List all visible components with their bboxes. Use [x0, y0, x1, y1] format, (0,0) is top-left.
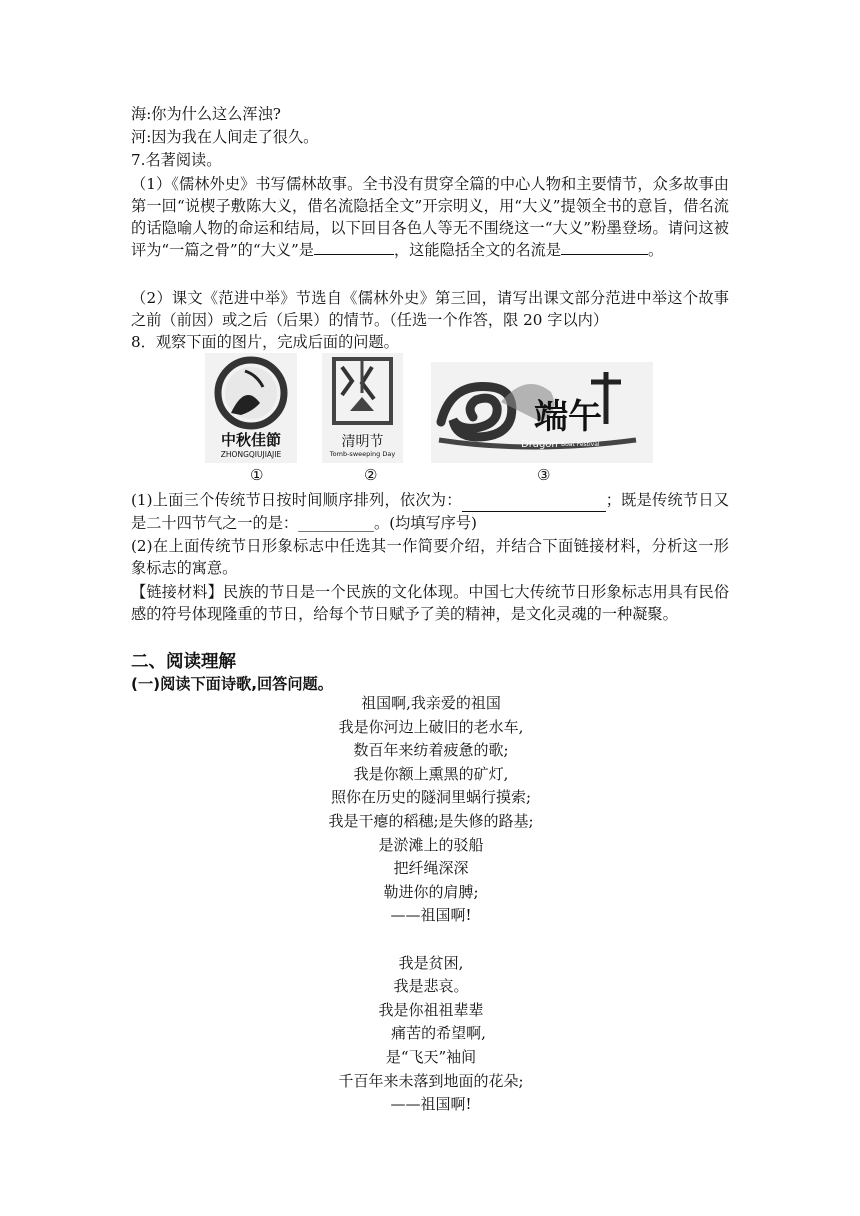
logo-number-1: ①	[250, 466, 264, 484]
q7-part1-text: （1）《儒林外史》书写儒林故事。全书没有贯穿全篇的中心人物和主要情节，众多故事由第一回“说楔子敷陈大义，借名流隐括全文”开宗明义，用“大义”提领全书的意旨，借名流的话隐喻人物的命运和结局，以下回目各色人等无不围绕这一“大义”粉墨登场。请问这被评为“一篇之骨”的“大义”是	[131, 175, 729, 259]
section-2-title: 二、阅读理解	[131, 652, 236, 672]
dragon-boat-pinyin-small: Boat Festival	[561, 441, 600, 448]
poem-line: 数百年来纺着疲惫的歌;	[353, 741, 509, 760]
answer-blank-1[interactable]	[314, 240, 394, 255]
q7-part1-comma: ，	[393, 241, 410, 259]
q8-sub1-text-a: (1)上面三个传统节日按时间顺序排列，依次为：	[131, 491, 462, 509]
poem-line: 我是你额上熏黑的矿灯,	[353, 764, 509, 783]
answer-blank-4[interactable]: __________	[298, 514, 374, 532]
mid-autumn-logo	[205, 353, 297, 463]
q8-sub1-text-c: 。(均填写序号)	[374, 514, 477, 532]
poem	[131, 692, 731, 1117]
poem-line: 我是你河边上破旧的老水车,	[338, 717, 524, 736]
mid-autumn-name: 中秋佳節	[220, 431, 281, 449]
poem-line: 我是干瘪的稻穗;是失修的路基;	[328, 811, 534, 830]
poem-line: 照你在历史的隧洞里蜗行摸索;	[330, 788, 532, 807]
answer-blank-3[interactable]	[462, 489, 606, 512]
poem-line: 把纤绳深深	[393, 859, 469, 878]
mid-autumn-pinyin: ZHONGQIUJIAJIE	[220, 450, 282, 459]
answer-blank-2[interactable]	[561, 240, 648, 255]
poem-line: 是“飞天”袖间	[385, 1047, 477, 1066]
q7-part2: （2）课文《范进中举》节选自《儒林外史》第三回，请写出课文部分范进中举这个故事之前（前因）或之后（后果）的情节。（任选一个作答，限 20 字以内）	[131, 289, 729, 329]
dragon-boat-name: 端午	[534, 397, 602, 437]
poem-line: 是淤滩上的驳船	[378, 835, 484, 854]
poem-line: ——祖国啊!	[390, 906, 472, 925]
qingming-symbol-icon	[322, 353, 403, 433]
poem-line: 我是贫困,	[398, 953, 464, 972]
dialogue-line-2: 河:因为我在人间走了很久。	[131, 128, 319, 146]
q8-link-material: 【链接材料】民族的节日是一个民族的文化体现。中国七大传统节日形象标志用具有民俗感的符号体现隆重的节日，给每个节日赋予了美的精神，是文化灵魂的一种凝聚。	[131, 583, 729, 623]
q7-part1-text-2: 这能隐括全文的名流是	[409, 241, 561, 259]
q8-sub2: (2)在上面传统节日形象标志中任选其一作简要介绍，并结合下面链接材料，分析这一形象标志的寓意。	[131, 537, 729, 577]
q7-part1	[131, 173, 729, 261]
qingming-pinyin: Tomb-sweeping Day	[329, 450, 396, 458]
poem-line: 祖国啊,我亲爱的祖国	[361, 694, 501, 712]
dragon-boat-logo	[431, 362, 653, 463]
poem-line: 痛苦的希望啊,	[376, 1024, 486, 1043]
poem-line: 千百年来未落到地面的花朵;	[338, 1071, 524, 1090]
q7-part1-period: 。	[648, 241, 664, 259]
poem-stanza-break	[131, 928, 731, 952]
poem-line: 我是悲哀。	[393, 977, 469, 996]
logo-number-3: ③	[537, 466, 551, 484]
dialogue-line-1: 海:你为什么这么浑浊?	[131, 105, 281, 123]
q8-sub1-text-b: ；既是传统节日又是二十四节气之一的是：	[131, 491, 730, 532]
dragon-boat-pinyin-big: Dragon	[521, 439, 558, 450]
q7-title: 7.名著阅读。	[131, 151, 222, 169]
qingming-logo	[322, 353, 403, 463]
poem-line: ——祖国啊!	[390, 1095, 472, 1114]
q8-title: 8．观察下面的图片，完成后面的问题。	[131, 333, 399, 351]
section-2-subtitle: (一)阅读下面诗歌,回答问题。	[131, 675, 333, 693]
poem-line: 我是你祖祖辈辈	[378, 1000, 484, 1019]
poem-line: 勒进你的肩膊;	[383, 882, 479, 901]
q8-sub1	[131, 489, 729, 534]
qingming-name: 清明节	[341, 434, 384, 450]
logo-number-2: ②	[364, 466, 378, 484]
